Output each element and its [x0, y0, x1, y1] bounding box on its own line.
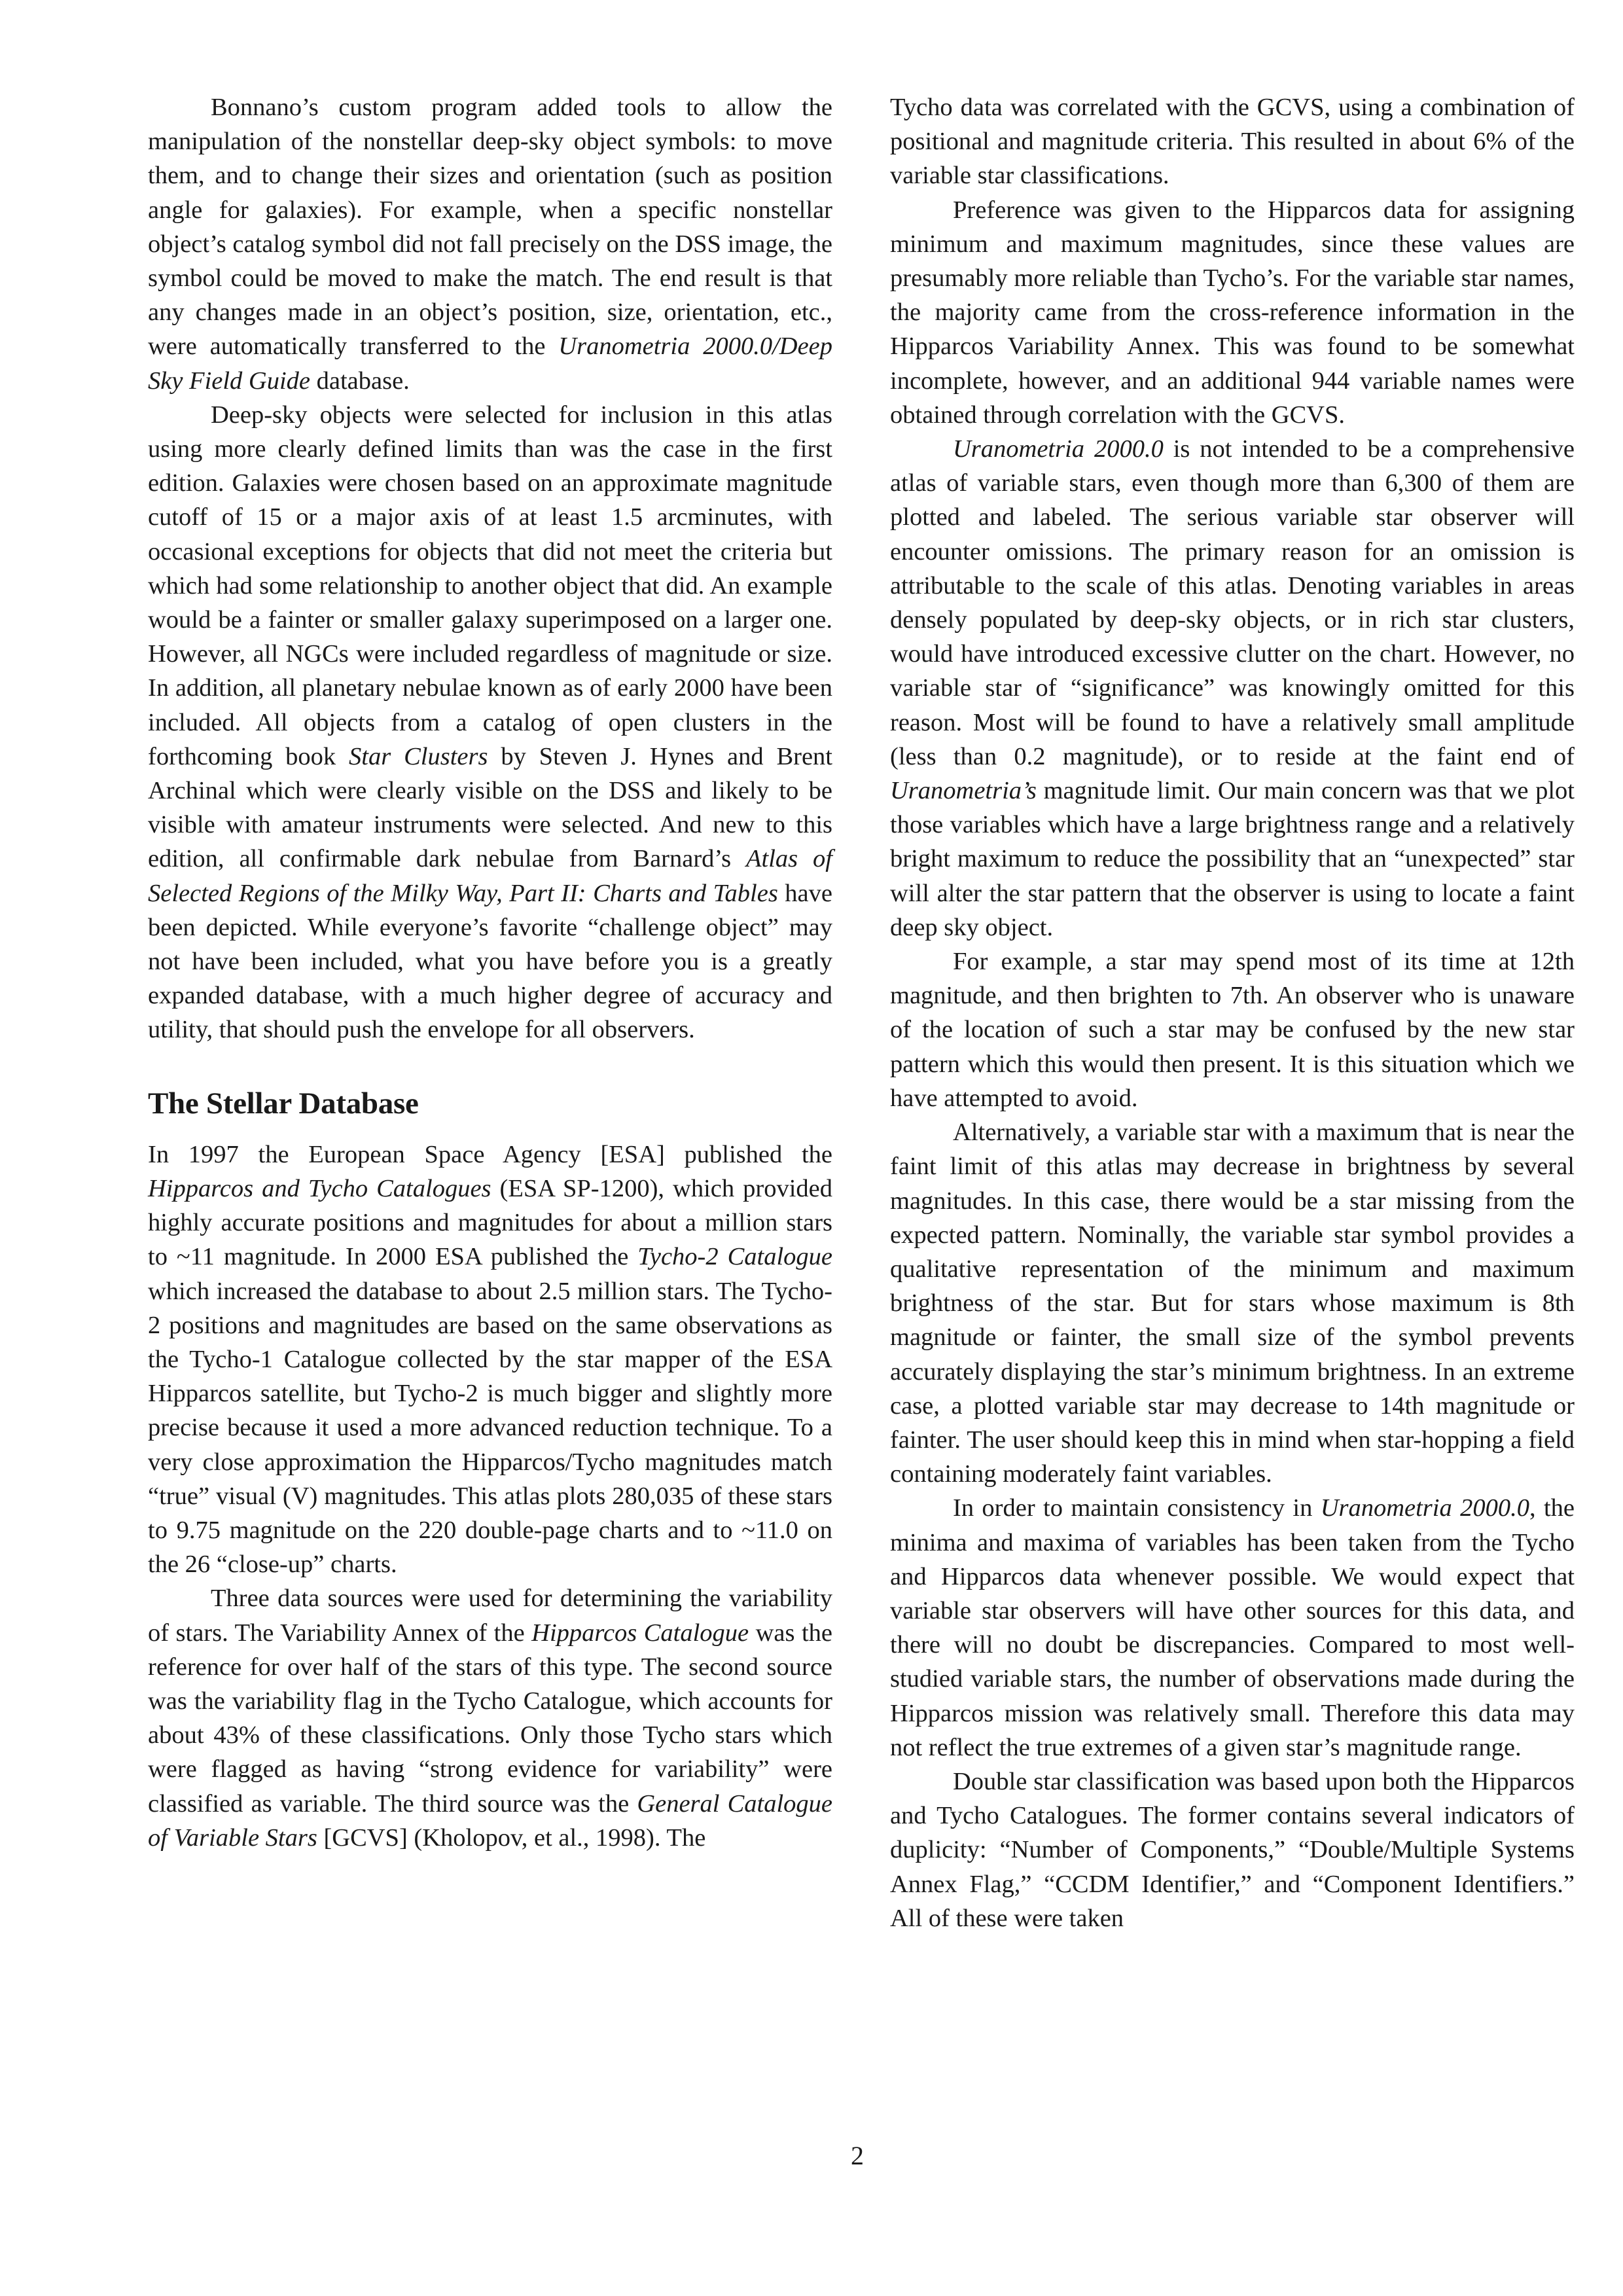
body-text: Double star classification was based upon both the Hipparcos and Tycho Catalogues. The former contains several indicators of duplicity: “Number of Components,” “Double/Multiple Systems Annex Flag,” “CCDM Identifier,” and “Component Identifiers.” All of these were taken	[890, 1767, 1575, 1932]
italic-title-text: General Catalogue of Variable Stars	[148, 1789, 833, 1852]
italic-title-text: Tycho-2 Catalogue	[637, 1243, 832, 1271]
body-text: by Steven J. Hynes and Brent Archinal which were clearly visible on the DSS and likely to be visible with amateur instruments were selected. And new to this edition, all confirmable dark nebulae from Barnard’s	[148, 742, 832, 873]
paragraph	[890, 432, 1575, 944]
body-text: Bonnano’s custom program added tools to allow the manipulation of the nonstellar deep-sky object symbols: to move them, and to change their sizes and orientation (such as position angle for galaxies). For example, when a specific nonstellar object’s catalog symbol did not fall precisely on the DSS image, the symbol could be moved to make the match. The end result is that any changes made in an object’s position, size, orientation, etc., were automatically transferred to the	[148, 94, 832, 361]
body-text: is not intended to be a comprehensive atlas of variable stars, even though more than 6,300 of them are plotted and labeled. The serious variable star observer will encounter omissions. The primary reason for an omission is attributable to the scale of this atlas. Denoting variables in areas densely populated by deep-sky objects, or in rich star clusters, would have introduced excessive clutter on the chart. However, no variable star of “significance” was knowingly omitted for this reason. Most will be found to have a relatively small amplitude (less than 0.2 magnitude), or to reside at the faint end of	[890, 435, 1575, 770]
paragraph	[890, 1115, 1575, 1491]
italic-title-text: Uranometria 2000.0	[953, 435, 1164, 463]
body-text: Three data sources were used for determining the variability of stars. The Variability Annex of the	[148, 1585, 832, 1647]
body-text: [GCVS] (Kholopov, et al., 1998). The	[317, 1823, 706, 1852]
paragraph	[148, 1138, 832, 1582]
page-number: 2	[851, 2141, 864, 2170]
italic-title-text: Hipparcos and Tycho Catalogues	[148, 1174, 491, 1202]
left-column	[148, 90, 832, 1855]
body-text: have been depicted. While everyone’s favorite “challenge object” may not have been included, what you have before you is a greatly expanded database, with a much higher degree of accuracy and utility, that should push the envelope for all observers.	[148, 879, 832, 1044]
paragraph	[148, 90, 832, 398]
paragraph	[890, 1491, 1575, 1765]
right-column	[890, 90, 1575, 1935]
body-text: For example, a star may spend most of its time at 12th magnitude, and then brighten to 7th. An observer who is unaware of the location of such a star may be confused by the new star pattern which this would then present. It is this situation which we have attempted to avoid.	[890, 948, 1575, 1112]
italic-title-text: Uranometria’s	[890, 777, 1037, 805]
body-text: Preference was given to the Hipparcos data for assigning minimum and maximum magnitudes, since these values are presumably more reliable than Tycho’s. For the variable star names, the majority came from the cross-reference information in the Hipparcos Variability Annex. This was found to be somewhat incomplete, however, and an additional 944 variable names were obtained through correlation with the GCVS.	[890, 196, 1575, 429]
paragraph	[890, 90, 1575, 193]
body-text: magnitude limit. Our main concern was that we plot those variables which have a large brightness range and a relatively bright maximum to reduce the possibility that an “unexpected” star will alter the star pattern that the observer is using to locate a faint deep sky object.	[890, 777, 1575, 941]
paragraph	[148, 398, 832, 1047]
body-text: was the reference for over half of the stars of this type. The second source was the variability flag in the Tycho Catalogue, which accounts for about 43% of these classifications. Only those Tycho stars which were flagged as having “strong evidence for variability” were classified as variable. The third source was the	[148, 1619, 832, 1818]
body-text: Deep-sky objects were selected for inclusion in this atlas using more clearly defined limits than was the case in the first edition. Galaxies were chosen based on an approximate magnitude cutoff of 15 or a major axis of at least 1.5 arcminutes, with occasional exceptions for objects that did not meet the criteria but which had some relationship to another object that did. An example would be a fainter or smaller galaxy superimposed on a larger one. However, all NGCs were included regardless of magnitude or size. In addition, all planetary nebulae known as of early 2000 have been included. All objects from a catalog of open clusters in the forthcoming book	[148, 401, 832, 770]
italic-title-text: Atlas of Selected Regions of the Milky Way, Part II: Charts and Tables	[148, 845, 832, 907]
paragraph	[890, 193, 1575, 432]
body-text: In order to maintain consistency in	[953, 1494, 1321, 1522]
paragraph	[890, 944, 1575, 1115]
body-text: , the minima and maxima of variables has been taken from the Tycho and Hipparcos data whenever possible. We would expect that variable star observers will have other sources for this data, and there will no doubt be discrepancies. Compared to most well-studied variable stars, the number of observations made during the Hipparcos mission was relatively small. Therefore this data may not reflect the true extremes of a given star’s magnitude range.	[890, 1494, 1575, 1761]
italic-title-text: Hipparcos Catalogue	[531, 1619, 749, 1647]
italic-title-text: Star Clusters	[349, 742, 488, 770]
section-heading: The Stellar Database	[148, 1086, 419, 1121]
body-text: In 1997 the European Space Agency [ESA] published the	[148, 1140, 832, 1168]
paragraph	[148, 1581, 832, 1855]
italic-title-text: Uranometria 2000.0	[1320, 1494, 1529, 1522]
paragraph	[890, 1765, 1575, 1935]
body-text: which increased the database to about 2.5 million stars. The Tycho-2 positions and magnitudes are based on the same observations as the Tycho-1 Catalogue collected by the star mapper of the ESA Hipparcos satellite, but Tycho-2 is much bigger and slightly more precise because it used a more advanced reduction technique. To a very close approximation the Hipparcos/Tycho magnitudes match “true” visual (V) magnitudes. This atlas plots 280,035 of these stars to 9.75 magnitude on the 220 double-page charts and to ~11.0 on the 26 “close-up” charts.	[148, 1277, 832, 1579]
italic-title-text: Uranometria 2000.0/Deep Sky Field Guide	[148, 332, 833, 395]
body-text: (ESA SP-1200), which provided highly accurate positions and magnitudes for about a million stars to ~11 magnitude. In 2000 ESA published the	[148, 1174, 832, 1271]
body-text: database.	[310, 367, 410, 395]
body-text: Alternatively, a variable star with a maximum that is near the faint limit of this atlas may decrease in brightness by several magnitudes. In this case, there would be a star missing from the expected pattern. Nominally, the variable star symbol provides a qualitative representation of the minimum and maximum brightness of the star. But for stars whose maximum is 8th magnitude or fainter, the small size of the symbol prevents accurately displaying the star’s minimum brightness. In an extreme case, a plotted variable star may decrease to 14th magnitude or fainter. The user should keep this in mind when star-hopping a field containing moderately faint variables.	[890, 1119, 1575, 1488]
body-text: Tycho data was correlated with the GCVS, using a combination of positional and magnitude criteria. This resulted in about 6% of the variable star classifications.	[890, 94, 1575, 190]
